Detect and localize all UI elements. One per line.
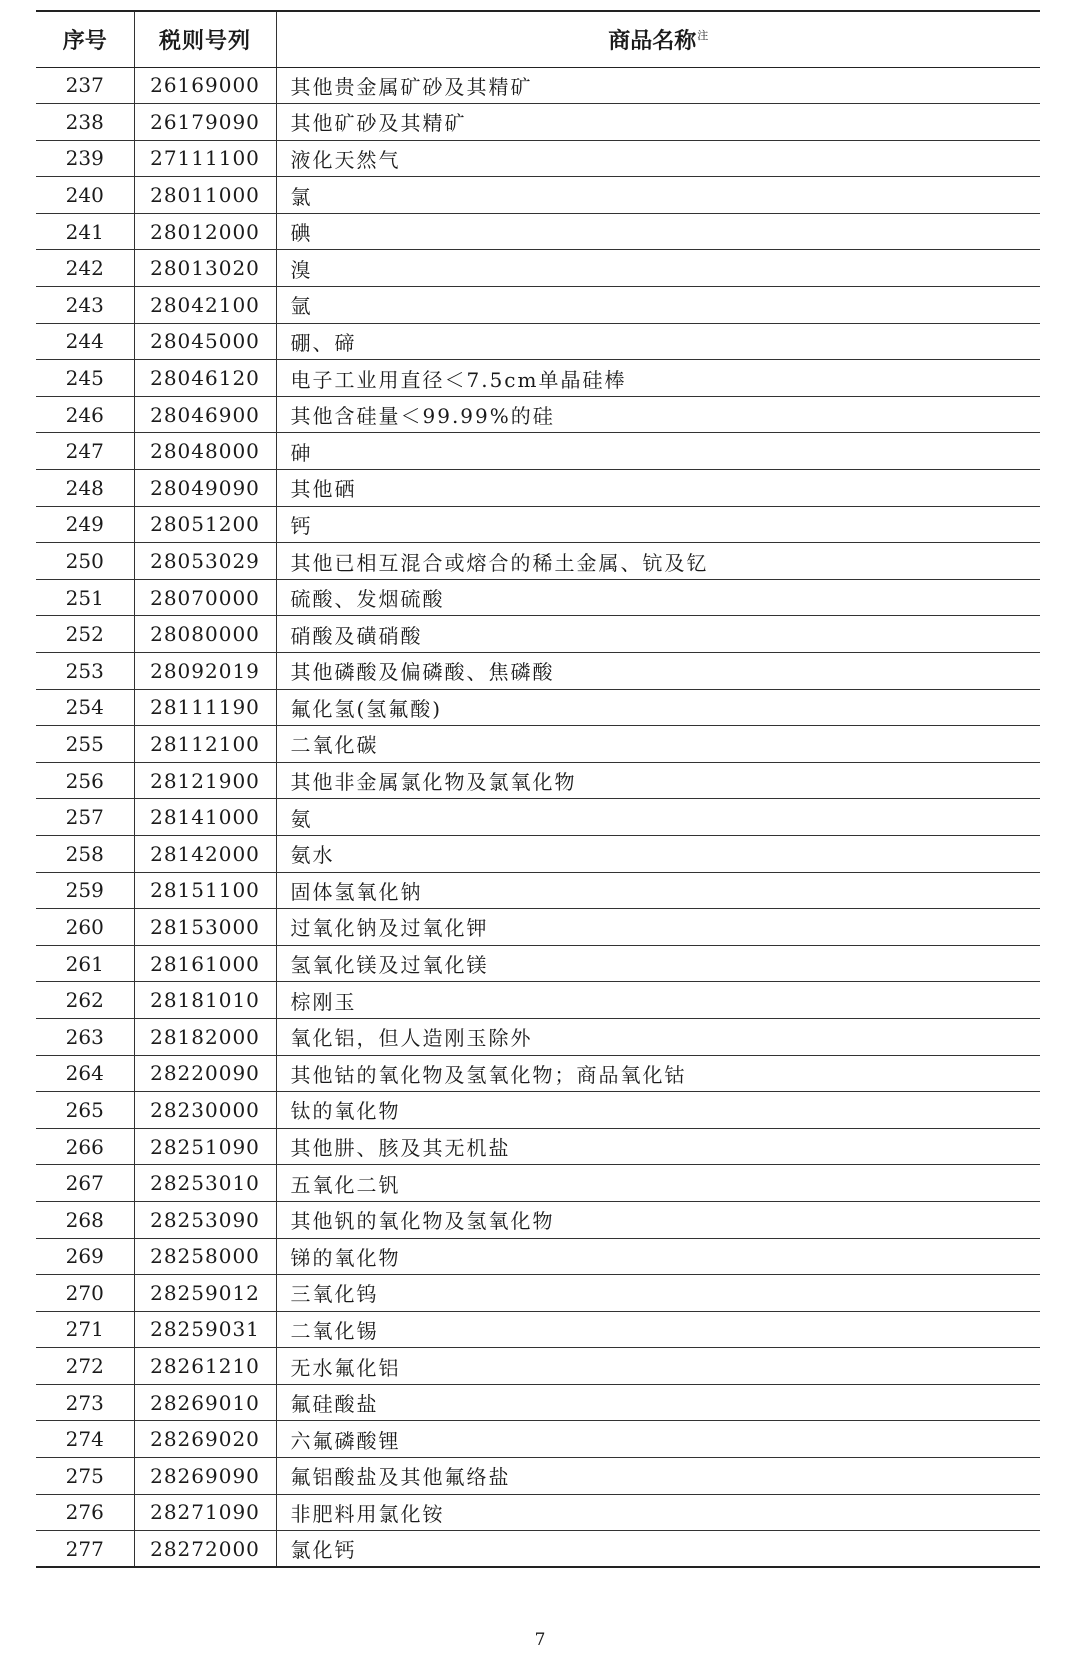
table-row	[36, 799, 1040, 836]
row-tariff-code: 28141000	[134, 799, 276, 836]
row-product-name: 氩	[276, 287, 1040, 324]
header-row	[36, 11, 1040, 67]
row-tariff-code: 28230000	[134, 1092, 276, 1129]
row-product-name: 氨水	[276, 835, 1040, 872]
table-row	[36, 1238, 1040, 1275]
row-tariff-code: 28261210	[134, 1348, 276, 1385]
row-product-name: 过氧化钠及过氧化钾	[276, 909, 1040, 946]
row-product-name: 砷	[276, 433, 1040, 470]
row-tariff-code: 28053029	[134, 543, 276, 580]
row-product-name: 氧化铝，但人造刚玉除外	[276, 1018, 1040, 1055]
row-tariff-code: 28048000	[134, 433, 276, 470]
tariff-table-container	[36, 10, 1040, 1568]
row-seq: 262	[36, 982, 134, 1019]
row-seq: 260	[36, 909, 134, 946]
row-tariff-code: 28161000	[134, 945, 276, 982]
row-product-name: 锑的氧化物	[276, 1238, 1040, 1275]
row-tariff-code: 28259031	[134, 1311, 276, 1348]
table-row	[36, 1201, 1040, 1238]
table-row	[36, 835, 1040, 872]
table-row	[36, 1384, 1040, 1421]
row-product-name: 二氧化碳	[276, 726, 1040, 763]
row-seq: 240	[36, 177, 134, 214]
table-row	[36, 396, 1040, 433]
row-product-name: 非肥料用氯化铵	[276, 1494, 1040, 1531]
row-product-name: 无水氟化铝	[276, 1348, 1040, 1385]
row-product-name: 钙	[276, 506, 1040, 543]
row-tariff-code: 28045000	[134, 323, 276, 360]
row-product-name: 电子工业用直径＜7.5cm单晶硅棒	[276, 360, 1040, 397]
row-tariff-code: 28012000	[134, 213, 276, 250]
row-seq: 257	[36, 799, 134, 836]
row-seq: 271	[36, 1311, 134, 1348]
row-product-name: 其他含硅量＜99.99%的硅	[276, 396, 1040, 433]
table-row	[36, 67, 1040, 104]
row-tariff-code: 28042100	[134, 287, 276, 324]
table-row	[36, 1531, 1040, 1568]
row-seq: 268	[36, 1201, 134, 1238]
row-product-name: 其他硒	[276, 470, 1040, 507]
row-product-name: 其他贵金属矿砂及其精矿	[276, 67, 1040, 104]
row-seq: 264	[36, 1055, 134, 1092]
row-seq: 263	[36, 1018, 134, 1055]
row-product-name: 氟化氢(氢氟酸)	[276, 689, 1040, 726]
table-row	[36, 872, 1040, 909]
table-row	[36, 470, 1040, 507]
row-tariff-code: 28269020	[134, 1421, 276, 1458]
table-row	[36, 579, 1040, 616]
row-product-name: 其他钒的氧化物及氢氧化物	[276, 1201, 1040, 1238]
row-product-name: 其他肼、胲及其无机盐	[276, 1128, 1040, 1165]
table-row	[36, 323, 1040, 360]
row-seq: 237	[36, 67, 134, 104]
row-tariff-code: 28220090	[134, 1055, 276, 1092]
row-product-name: 硼、碲	[276, 323, 1040, 360]
row-seq: 266	[36, 1128, 134, 1165]
row-tariff-code: 28013020	[134, 250, 276, 287]
row-product-name: 氯	[276, 177, 1040, 214]
row-seq: 241	[36, 213, 134, 250]
table-row	[36, 140, 1040, 177]
header-code: 税则号列	[134, 11, 276, 67]
row-seq: 252	[36, 616, 134, 653]
row-product-name: 液化天然气	[276, 140, 1040, 177]
table-row	[36, 689, 1040, 726]
row-tariff-code: 28011000	[134, 177, 276, 214]
header-name-note: 注	[697, 29, 709, 43]
table-row	[36, 1275, 1040, 1312]
table-row	[36, 543, 1040, 580]
table-row	[36, 104, 1040, 141]
row-product-name: 氟铝酸盐及其他氟络盐	[276, 1458, 1040, 1495]
table-row	[36, 945, 1040, 982]
row-product-name: 其他钴的氧化物及氢氧化物；商品氧化钴	[276, 1055, 1040, 1092]
table-row	[36, 909, 1040, 946]
table-row	[36, 1421, 1040, 1458]
row-seq: 276	[36, 1494, 134, 1531]
row-seq: 275	[36, 1458, 134, 1495]
table-row	[36, 1092, 1040, 1129]
table-header	[36, 11, 1040, 67]
table-row	[36, 982, 1040, 1019]
row-product-name: 其他磷酸及偏磷酸、焦磷酸	[276, 653, 1040, 690]
row-tariff-code: 28111190	[134, 689, 276, 726]
row-seq: 272	[36, 1348, 134, 1385]
row-product-name: 其他非金属氯化物及氯氧化物	[276, 762, 1040, 799]
row-seq: 248	[36, 470, 134, 507]
row-seq: 254	[36, 689, 134, 726]
row-seq: 246	[36, 396, 134, 433]
row-tariff-code: 27111100	[134, 140, 276, 177]
row-product-name: 硫酸、发烟硫酸	[276, 579, 1040, 616]
row-tariff-code: 28092019	[134, 653, 276, 690]
row-tariff-code: 28251090	[134, 1128, 276, 1165]
table-row	[36, 250, 1040, 287]
header-name: 商品名称	[608, 28, 697, 54]
row-seq: 261	[36, 945, 134, 982]
row-tariff-code: 28269090	[134, 1458, 276, 1495]
row-seq: 270	[36, 1275, 134, 1312]
row-tariff-code: 28259012	[134, 1275, 276, 1312]
table-row	[36, 506, 1040, 543]
table-row	[36, 1494, 1040, 1531]
row-product-name: 二氧化锡	[276, 1311, 1040, 1348]
row-seq: 255	[36, 726, 134, 763]
row-seq: 242	[36, 250, 134, 287]
row-tariff-code: 28182000	[134, 1018, 276, 1055]
row-product-name: 三氧化钨	[276, 1275, 1040, 1312]
row-tariff-code: 28271090	[134, 1494, 276, 1531]
table-row	[36, 1055, 1040, 1092]
row-seq: 239	[36, 140, 134, 177]
row-product-name: 其他矿砂及其精矿	[276, 104, 1040, 141]
table-row	[36, 1311, 1040, 1348]
table-row	[36, 213, 1040, 250]
row-seq: 250	[36, 543, 134, 580]
row-tariff-code: 28049090	[134, 470, 276, 507]
row-tariff-code: 28121900	[134, 762, 276, 799]
table-row	[36, 1348, 1040, 1385]
row-tariff-code: 28046900	[134, 396, 276, 433]
row-product-name: 固体氢氧化钠	[276, 872, 1040, 909]
table-row	[36, 433, 1040, 470]
row-product-name: 碘	[276, 213, 1040, 250]
row-product-name: 氢氧化镁及过氧化镁	[276, 945, 1040, 982]
row-seq: 259	[36, 872, 134, 909]
tariff-table	[36, 10, 1040, 1568]
row-tariff-code: 28253090	[134, 1201, 276, 1238]
row-product-name: 五氧化二钒	[276, 1165, 1040, 1202]
page-number: 7	[534, 1630, 546, 1650]
table-row	[36, 1458, 1040, 1495]
row-seq: 238	[36, 104, 134, 141]
header-name-cell	[276, 11, 1040, 67]
row-product-name: 氟硅酸盐	[276, 1384, 1040, 1421]
row-tariff-code: 28258000	[134, 1238, 276, 1275]
row-tariff-code: 28070000	[134, 579, 276, 616]
row-seq: 244	[36, 323, 134, 360]
row-seq: 247	[36, 433, 134, 470]
header-seq: 序号	[36, 11, 134, 67]
row-seq: 253	[36, 653, 134, 690]
row-seq: 251	[36, 579, 134, 616]
row-tariff-code: 28051200	[134, 506, 276, 543]
row-product-name: 硝酸及磺硝酸	[276, 616, 1040, 653]
row-tariff-code: 28112100	[134, 726, 276, 763]
row-seq: 267	[36, 1165, 134, 1202]
table-row	[36, 726, 1040, 763]
row-product-name: 其他已相互混合或熔合的稀土金属、钪及钇	[276, 543, 1040, 580]
row-product-name: 溴	[276, 250, 1040, 287]
row-tariff-code: 28181010	[134, 982, 276, 1019]
row-tariff-code: 26179090	[134, 104, 276, 141]
table-row	[36, 1018, 1040, 1055]
row-tariff-code: 28080000	[134, 616, 276, 653]
table-row	[36, 616, 1040, 653]
row-product-name: 氨	[276, 799, 1040, 836]
table-row	[36, 177, 1040, 214]
row-tariff-code: 28272000	[134, 1531, 276, 1568]
table-row	[36, 360, 1040, 397]
table-row	[36, 1165, 1040, 1202]
table-row	[36, 762, 1040, 799]
row-seq: 256	[36, 762, 134, 799]
table-row	[36, 653, 1040, 690]
row-tariff-code: 28046120	[134, 360, 276, 397]
table-body	[36, 67, 1040, 1567]
row-product-name: 氯化钙	[276, 1531, 1040, 1568]
row-tariff-code: 28269010	[134, 1384, 276, 1421]
row-product-name: 钛的氧化物	[276, 1092, 1040, 1129]
row-tariff-code: 26169000	[134, 67, 276, 104]
row-seq: 273	[36, 1384, 134, 1421]
row-seq: 249	[36, 506, 134, 543]
row-tariff-code: 28153000	[134, 909, 276, 946]
row-seq: 277	[36, 1531, 134, 1568]
row-seq: 269	[36, 1238, 134, 1275]
row-tariff-code: 28142000	[134, 835, 276, 872]
table-row	[36, 1128, 1040, 1165]
row-product-name: 棕刚玉	[276, 982, 1040, 1019]
row-seq: 243	[36, 287, 134, 324]
row-seq: 245	[36, 360, 134, 397]
row-tariff-code: 28151100	[134, 872, 276, 909]
row-seq: 274	[36, 1421, 134, 1458]
row-tariff-code: 28253010	[134, 1165, 276, 1202]
row-seq: 265	[36, 1092, 134, 1129]
row-product-name: 六氟磷酸锂	[276, 1421, 1040, 1458]
row-seq: 258	[36, 835, 134, 872]
table-row	[36, 287, 1040, 324]
